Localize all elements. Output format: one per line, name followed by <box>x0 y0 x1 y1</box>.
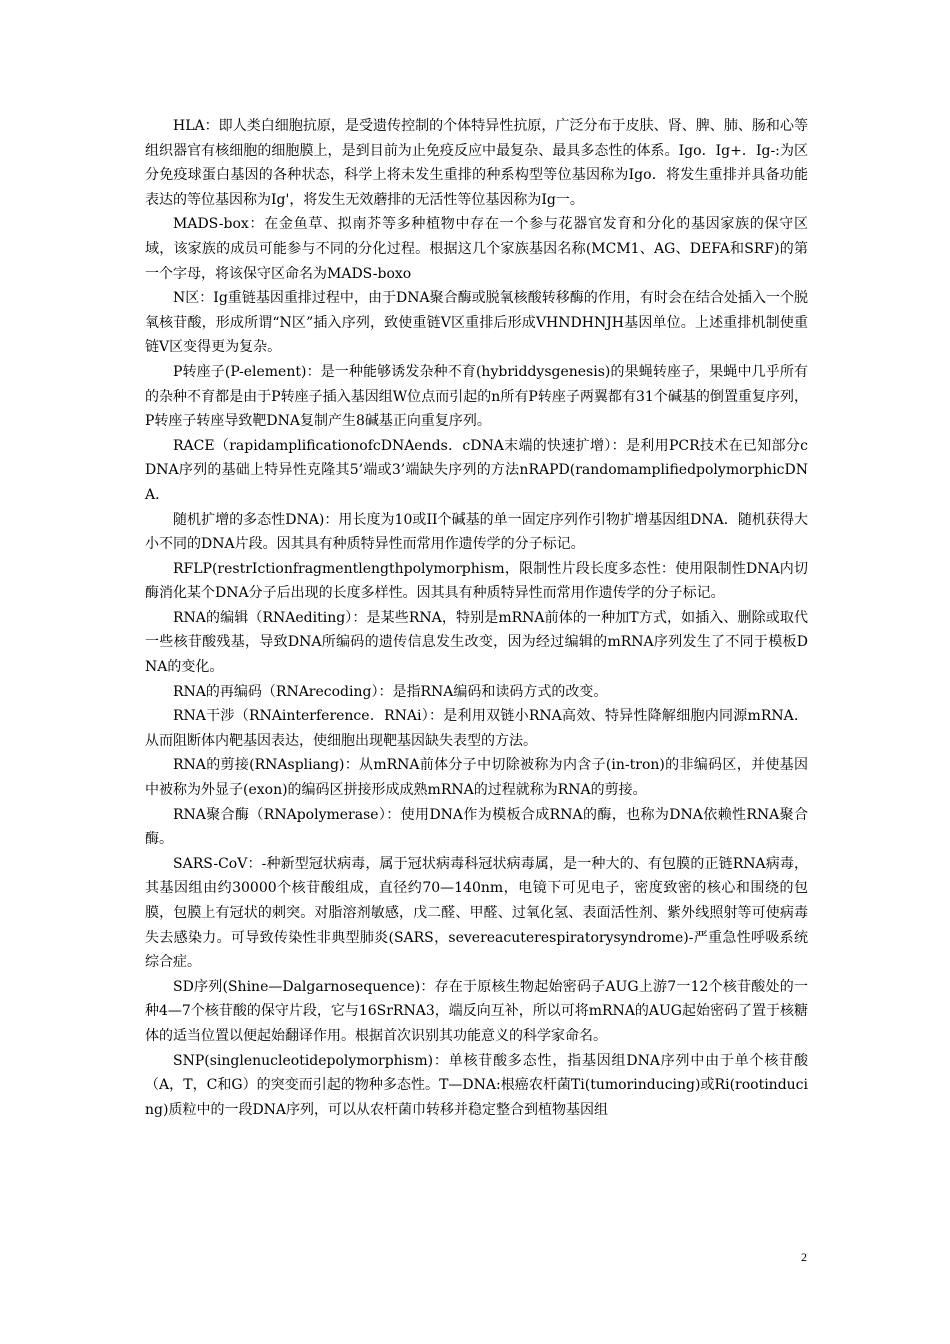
paragraph-hla: HLA：即人类白细胞抗原，是受遗传控制的个体特异性抗原，广泛分布于皮肤、肾、脾、肺、肠和心等组织器官有核细胞的细胞膜上，是到目前为止免疫反应中最复杂、最具多态性的体系。Igo．Ig+．Ig-:为区分免疫球蛋白基因的各种状态，科学上将未发生重排的种系构型等位基因称为Igo．将发生重排并具备功能表达的等位基因称为Ig'，将发生无效蘑排的无活性等位基因称为Ig一。 <box>145 118 808 208</box>
paragraph-p-element: P转座子(P-element)：是一种能够诱发杂种不育(hybriddysgenesis)的果蝇转座子，果蝇中几乎所有的杂种不育都是由于P转座子插入基因组W位点而引起的n所有P转座子两翼都有31个碱基的倒置重复序列，P转座子转座导致靶DNA复制产生8碱基正向重复序列。 <box>145 363 808 430</box>
paragraph-sars-cov: SARS-CoV：-种新型冠状病毒，属于冠状病毒科冠状病毒属，是一种大的、有包膜的正链RNA病毒，其基因组由约30000个核苷酸组成，直径约70—140nm，电镜下可见电子，密度致密的核心和围绕的包膜，包膜上有冠状的刺突。对脂溶剂敏感，戊二醛、甲醛、过氧化氢、表面活性剂、紫外线照射等可使病毒失去感染力。可导致传染性非典型肺炎(SARS，severeacuterespiratorysyndrome)-严重急性呼吸系统综合症。 <box>145 855 808 971</box>
page-number: 2 <box>801 1250 807 1264</box>
document-body <box>145 114 808 1122</box>
paragraph-rapd: 随机扩增的多态性DNA)：用长度为10或II个碱基的单一固定序列作引物扩增基因组DNA．随机获得大小不同的DNA片段。因其具有种质特异性而常用作遗传学的分子标记。 <box>145 511 808 553</box>
paragraph-sd-sequence: SD序列(Shine—Dalgarnosequence)：存在于原核生物起始密码子AUG上游7一12个核苷酸处的一种4—7个核苷酸的保守片段，它与16SrRNA3，端反向互补，所以可将mRNA的AUG起始密码了置于核糖体的适当位置以便起始翻译作用。根据首次识别其功能意义的科学家命名。 <box>145 978 808 1044</box>
paragraph-rnai: RNA干涉（RNAinterference．RNAi）：是利用双链小RNA高效、特异性降解细胞内同源mRNA．从而阻断体内靶基因表达，使细胞出现靶基因缺失表型的方法。 <box>145 708 808 749</box>
paragraph-mads-box: MADS-box：在金鱼草、拟南芥等多种植物中存在一个参与花器官发育和分化的基因家族的保守区域，该家族的成员可能参与不同的分化过程。根据这几个家族基因名称(MCM1、AG、DEFA和SRF)的第一个字母，将该保守区命名为MADS-boxo <box>145 216 808 282</box>
paragraph-rna-splicing: RNA的剪接(RNAspliang)：从mRNA前体分子中切除被称为内含子(in-tron)的非编码区，并使基因中被称为外显子(exon)的编码区拼接形成成熟mRNA的过程就称为RNA的剪接。 <box>145 757 808 799</box>
paragraph-rna-polymerase: RNA聚合酶（RNApolymerase）：使用DNA作为模板合成RNA的酶，也称为DNA依赖性RNA聚合酶。 <box>145 806 808 848</box>
paragraph-snp: SNP(singlenucleotidepolymorphism)：单核苷酸多态性，指基因组DNA序列中由于单个核苷酸（A，T，C和G）的突变而引起的物种多态性。T—DNA:根癌农杆菌Ti(tumorinducing)或Ri(rootinducing)质粒中的一段DNA序列，可以从农杆菌巾转移并稳定整合到植物基因组 <box>145 1052 808 1118</box>
paragraph-race: RACE（rapidamplificationofcDNAends．cDNA末端的快速扩增）：是利用PCR技术在已知部分cDNA序列的基础上特异性克隆其5’端或3’端缺失序列的方法nRAPD(randomamplifiedpolymorphicDNA． <box>145 437 808 503</box>
paragraph-rna-editing: RNA的编辑（RNAediting）：是某些RNA，特别是mRNA前体的一种加T方式，如插入、删除或取代一些核苷酸残基，导致DNA所编码的遗传信息发生改变，因为经过编辑的mRNA序列发生了不同于模板DNA的变化。 <box>145 609 808 676</box>
paragraph-rflp: RFLP(restrIctionfragmentlengthpolymorphism，限制性片段长度多态性：使用限制性DNA内切酶消化某个DNA分子后出现的长度多样性。因其具有种质特异性而常用作遗传学的分子标记。 <box>145 560 808 602</box>
paragraph-rna-recoding: RNA的再编码（RNArecoding）：是指RNA编码和读码方式的改变。 <box>173 683 608 700</box>
paragraph-n-region: N区：Ig重链基因重排过程中，由于DNA聚合酶或脱氧核酸转移酶的作用，有时会在结合处插入一个脱氧核苷酸，形成所谓“N区”插入序列，致使重链V区重排后形成VHNDHNJH基因单位。上述重排机制使重链V区变得更为复杂。 <box>145 290 808 356</box>
